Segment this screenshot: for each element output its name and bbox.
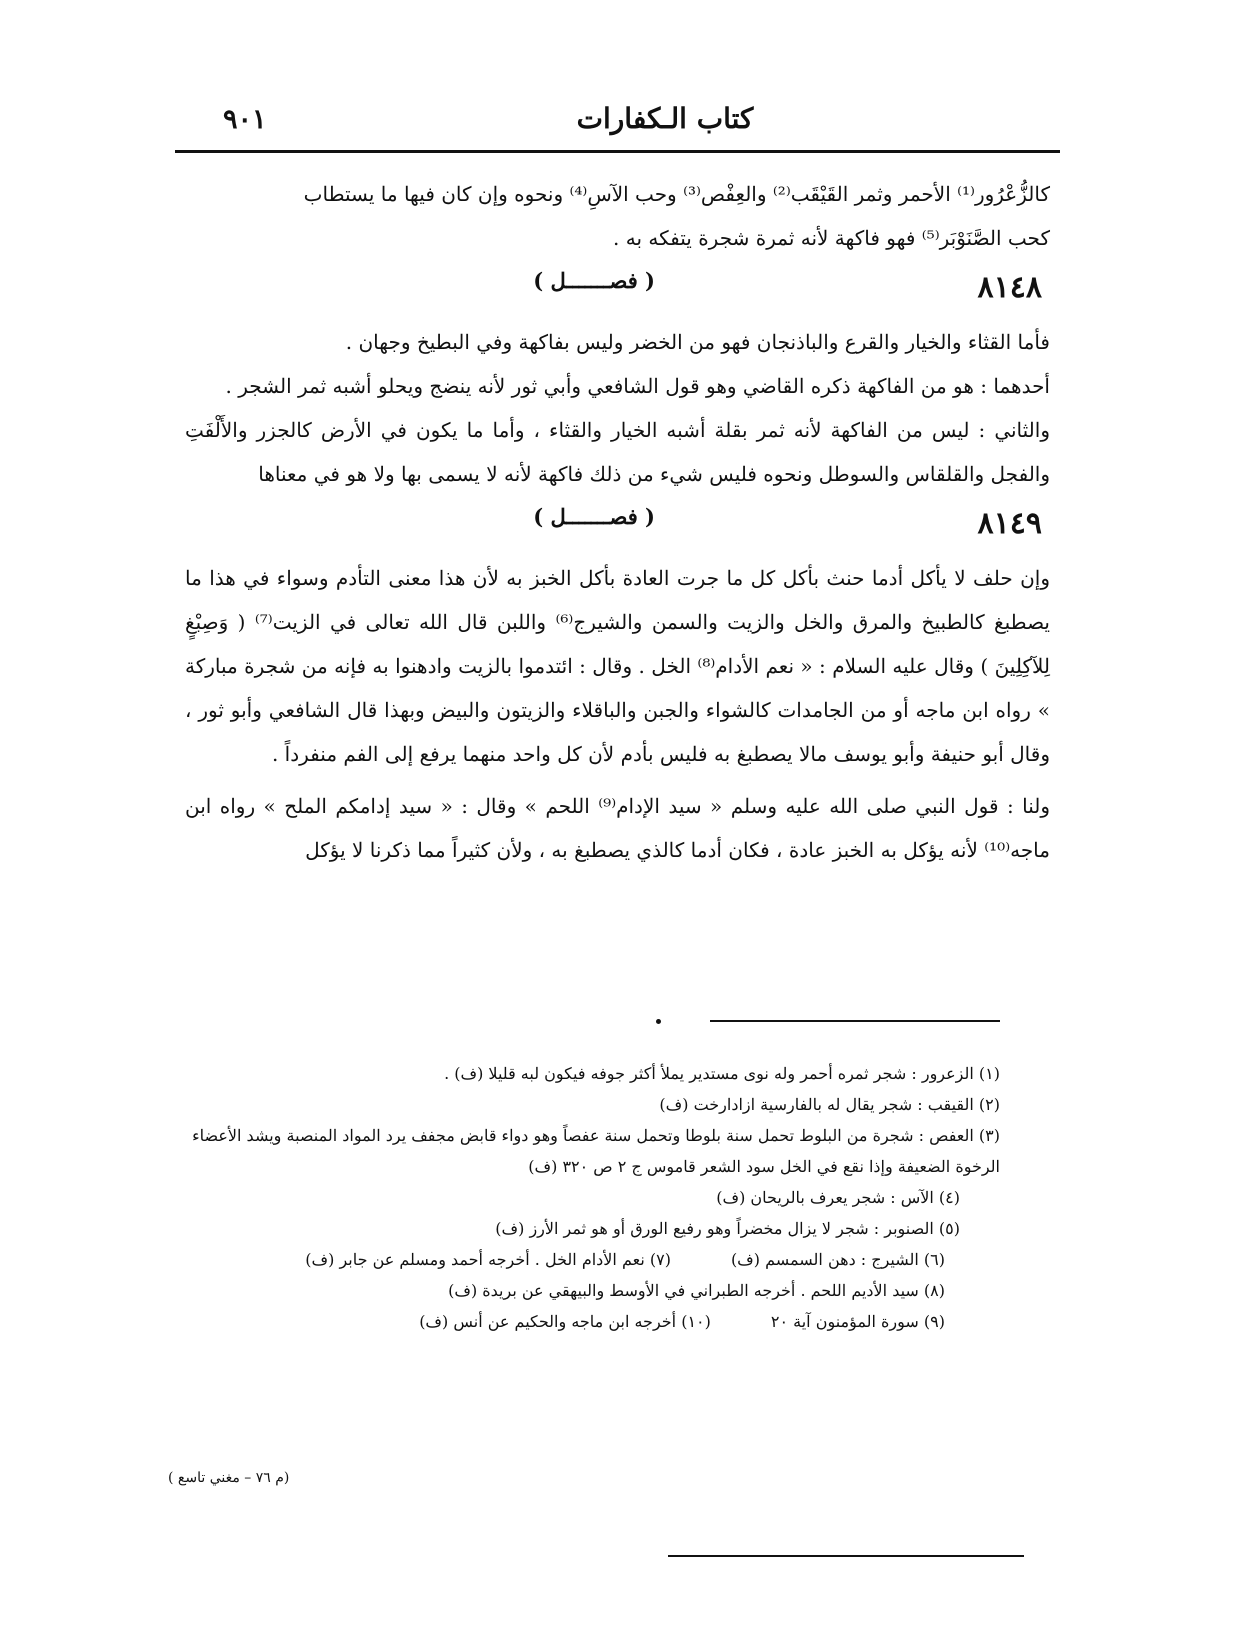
footnote-row [170, 1244, 1000, 1275]
separator-dot [656, 1019, 661, 1024]
footnote-row [170, 1089, 1000, 1120]
section-heading-8148 [185, 264, 1050, 318]
paragraph: وإن حلف لا يأكل أدما حنث بأكل كل ما جرت العادة بأكل الخبز به لأن هذا معنى التأدم وسواء في هذا ما يصطبغ كالطبيخ والمرق والخل والزيت والسمن والشيرج⁽⁶⁾ واللبن قال الله تعالى في الزيت⁽⁷⁾ ( وَصِبْغٍ لِلآكِلِينَ ) وقال عليه السلام : « نعم الأدام⁽⁸⁾ الخل . وقال : ائتدموا بالزيت وادهنوا به فإنه من شجرة مباركة » رواه ابن ماجه أو من الجامدات كالشواء والجبن والباقلاء والزيتون والبيض وبهذا قال الشافعي وأبو ثور ، وقال أبو حنيفة وأبو يوسف مالا يصطبغ به فليس بأدم لأن كل واحد منهما يرفع إلى الفم منفرداً . [185, 566, 1051, 766]
header-rule [175, 150, 1060, 153]
section-heading-8149 [185, 500, 1050, 554]
footnote-9: (٩) سورة المؤمنون آية ٢٠ [770, 1312, 945, 1331]
footnote-10: (١٠) أخرجه ابن ماجه والحكيم عن أنس (ف) [419, 1312, 711, 1331]
intro-line-1: كالزُّعْرُور⁽¹⁾ الأحمر وثمر القَيْقَب⁽²⁾ والعِفْص⁽³⁾ وحب الآسِ⁽⁴⁾ ونحوه وإن كان فيها ما يستطاب [303, 182, 1050, 206]
footnotes [170, 1058, 1000, 1337]
paragraph: ولنا : قول النبي صلى الله عليه وسلم « سيد الإدام⁽⁹⁾ اللحم » وقال : « سيد إدامكم الملح » رواه ابن ماجه⁽¹⁰⁾ لأنه يؤكل به الخبز عادة ، فكان أدما كالذي يصطبغ به ، ولأن كثيراً مما ذكرنا لا يؤكل [185, 794, 1051, 862]
section-number: ٨١٤٩ [977, 506, 1042, 541]
footnote-7: (٧) نعم الأدام الخل . أخرجه أحمد ومسلم عن جابر (ف) [305, 1250, 671, 1269]
paragraph: أحدهما : هو من الفاكهة ذكره القاضي وهو قول الشافعي وأبي ثور لأنه ينضج ويحلو أشبه ثمر الشجر . [225, 374, 1050, 398]
intro-line-2: كحب الصَّنَوْبَر⁽⁵⁾ فهو فاكهة لأنه ثمرة شجرة يتفكه به . [613, 226, 1050, 250]
paragraph: والثاني : ليس من الفاكهة لأنه ثمر بقلة أشبه الخيار والقثاء ، وأما ما يكون في الأرض كالجزر والأَلْفَتِ والفجل والقلقاس والسوطل ونحوه فليس شيء من ذلك فاكهة لأنه لا يسمى بها ولا هو في معناها [185, 418, 1050, 486]
footnote-2: (٢) القيقب : شجر يقال له بالفارسية ازادارخت (ف) [659, 1095, 1000, 1114]
footnote-6: (٦) الشيرج : دهن السمسم (ف) [730, 1250, 945, 1269]
footnote-8: (٨) سيد الأديم اللحم . أخرجه الطبراني في الأوسط والبيهقي عن بريدة (ف) [448, 1281, 945, 1300]
section-label: ( فصـــــــل ) [533, 504, 655, 529]
footnote-row [170, 1306, 1000, 1337]
bottom-rule [668, 1555, 1024, 1557]
footnote-1: (١) الزعرور : شجر ثمره أحمر وله نوى مستدير يملأ أكثر جوفه فيكون لبه قليلا (ف) . [444, 1064, 1000, 1083]
footnote-3: (٣) العفص : شجرة من البلوط تحمل سنة بلوطا وتحمل سنة عفصاً وهو دواء قابض مجفف يرد المواد المنصبة ويشد الأعضاء الرخوة الضعيفة وإذا نقع في الخل سود الشعر قاموس ج ٢ ص ٣٢٠ (ف) [192, 1126, 1000, 1176]
footnote-rule [710, 1020, 1000, 1022]
footnote-4: (٤) الآس : شجر يعرف بالريحان (ف) [716, 1188, 960, 1207]
section-label: ( فصـــــــل ) [533, 268, 655, 293]
section-number: ٨١٤٨ [977, 270, 1042, 305]
running-title: كتاب الـكفارات [576, 102, 754, 135]
page-number: ٩٠١ [223, 104, 267, 135]
footnote-5: (٥) الصنوبر : شجر لا يزال مخضراً وهو رفيع الورق أو هو ثمر الأرز (ف) [495, 1219, 960, 1238]
page-header [175, 100, 1055, 148]
paragraph: فأما القثاء والخيار والقرع والباذنجان فهو من الخضر وليس بفاكهة وفي البطيخ وجهان . [345, 330, 1050, 354]
main-text [185, 172, 1050, 872]
printer-signature: (م ٧٦ – مغني تاسع ) [168, 1470, 290, 1486]
